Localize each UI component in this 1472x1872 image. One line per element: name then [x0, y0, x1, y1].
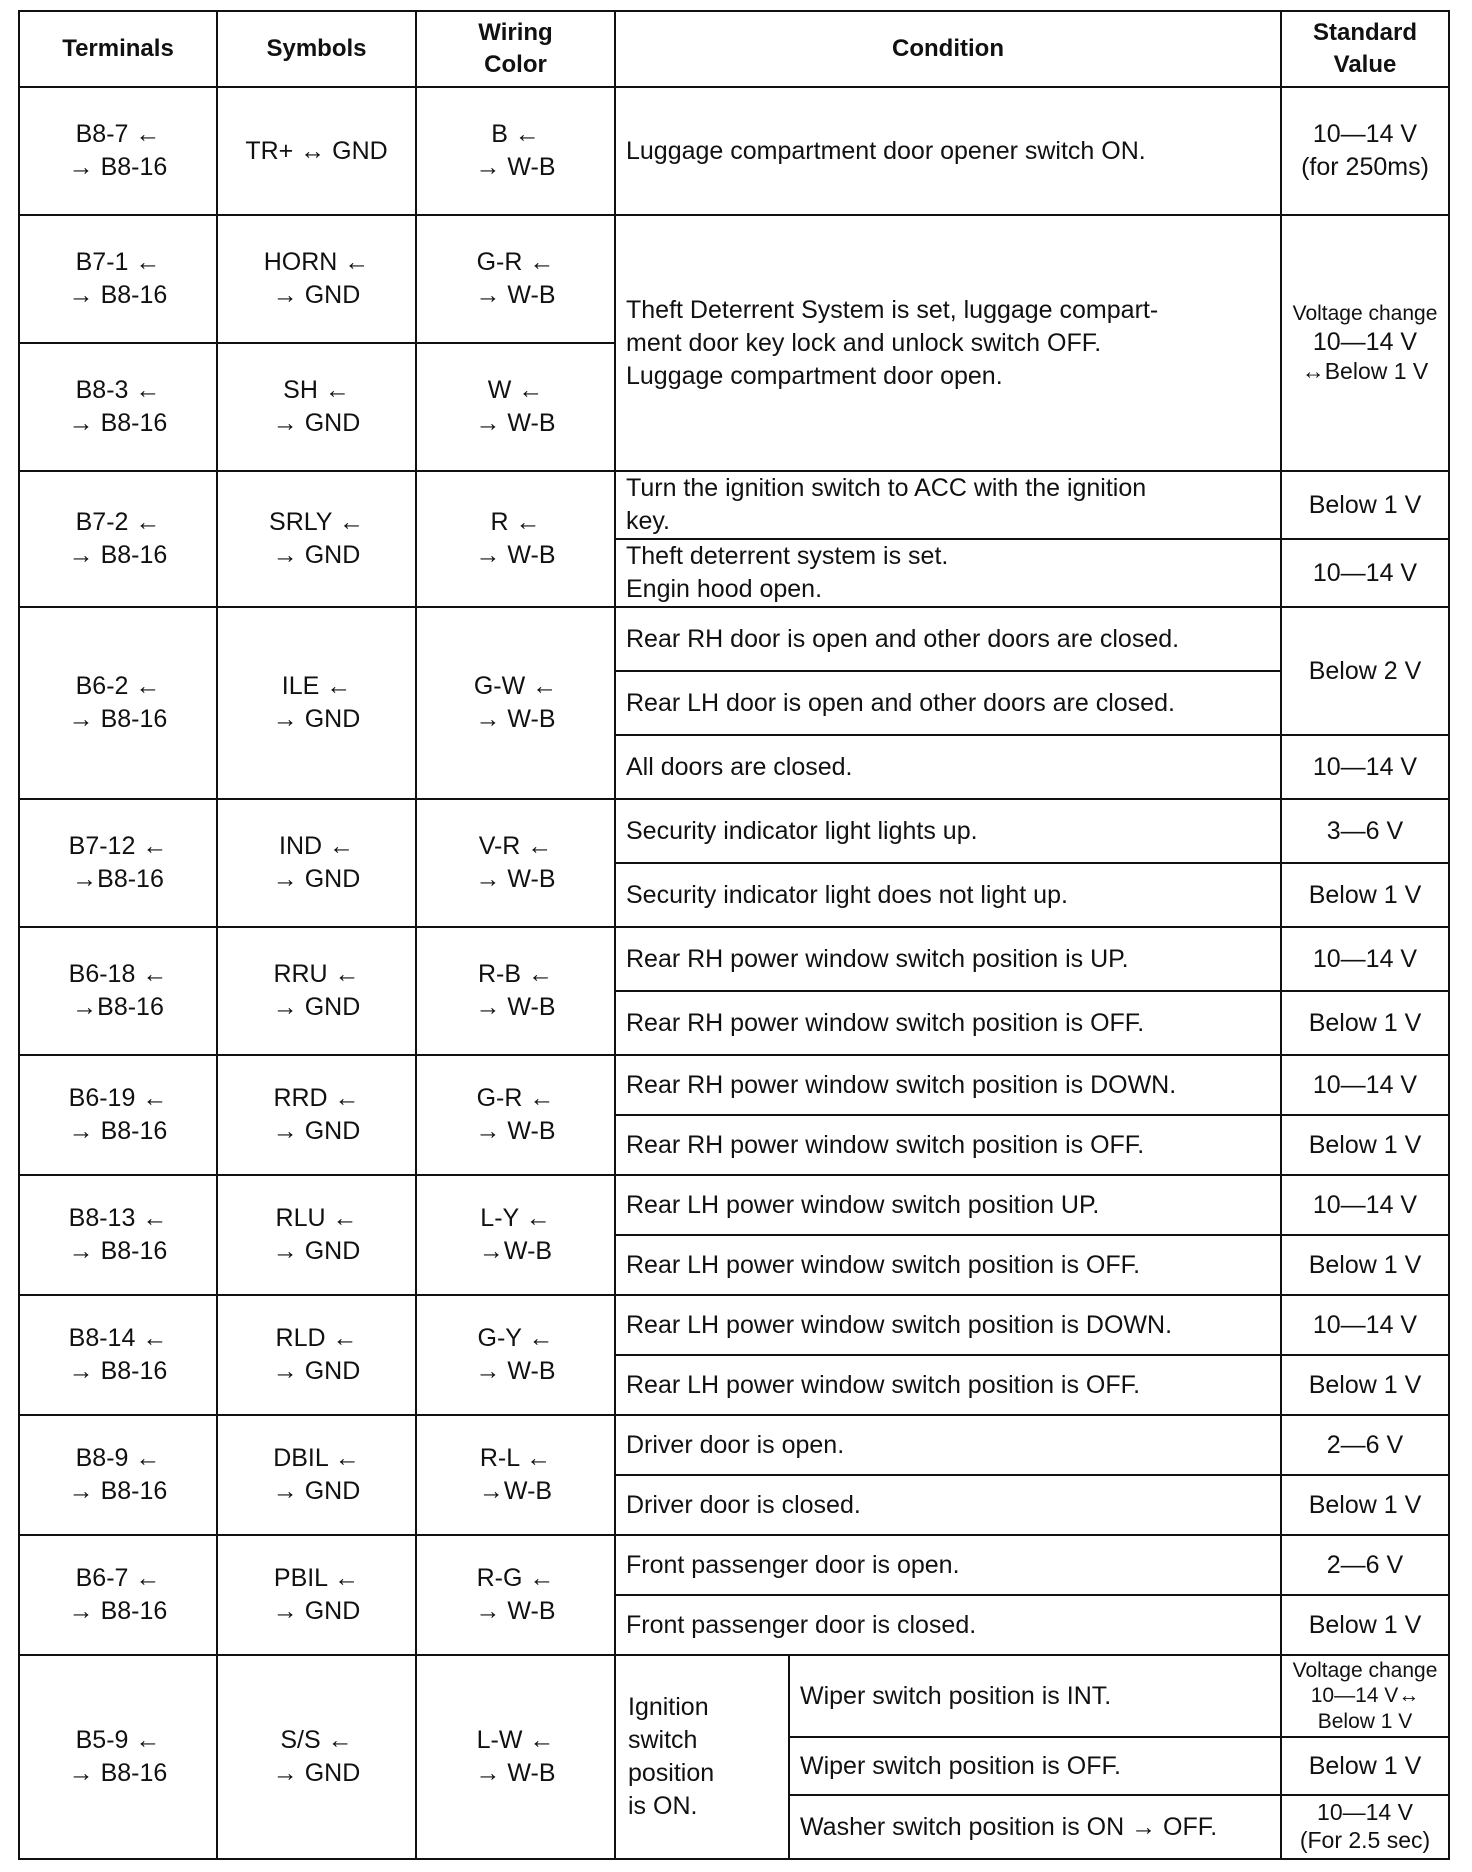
standard-value-cell: 10—14 V	[1281, 735, 1449, 799]
table-row	[19, 87, 1449, 215]
symbol-cell: SH ← → GND	[217, 343, 416, 471]
terminal-cell: B6-2 ← → B8-16	[19, 607, 217, 799]
wire-color-cell: R-B ← → W-B	[416, 927, 615, 1055]
header-standard-value: Standard Value	[1281, 11, 1449, 87]
condition-cell: Rear LH power window switch position is DOWN.	[615, 1295, 1281, 1355]
header-symbols: Symbols	[217, 11, 416, 87]
symbol-cell: ILE ← → GND	[217, 607, 416, 799]
table-row	[19, 1535, 1449, 1595]
table-row	[19, 927, 1449, 991]
condition-cell: Driver door is open.	[615, 1415, 1281, 1475]
condition-cell: Rear LH door is open and other doors are closed.	[615, 671, 1281, 735]
condition-cell: Wiper switch position is INT.	[789, 1655, 1281, 1737]
table-row	[19, 471, 1449, 539]
terminal-cell: B6-7 ← → B8-16	[19, 1535, 217, 1655]
symbol-cell: RLU ← → GND	[217, 1175, 416, 1295]
symbol-cell: RRU ← → GND	[217, 927, 416, 1055]
standard-value-cell: 10—14 V	[1281, 1055, 1449, 1115]
condition-cell: Rear LH power window switch position is OFF.	[615, 1235, 1281, 1295]
standard-value-cell: 2—6 V	[1281, 1415, 1449, 1475]
terminal-cell: B8-13 ← → B8-16	[19, 1175, 217, 1295]
condition-cell: Rear RH power window switch position is UP.	[615, 927, 1281, 991]
symbol-cell: RRD ← → GND	[217, 1055, 416, 1175]
condition-cell: Turn the ignition switch to ACC with the ignition key.	[615, 471, 1281, 539]
standard-value-cell: 10—14 V	[1281, 927, 1449, 991]
condition-cell: Washer switch position is ON → OFF.	[789, 1795, 1281, 1859]
terminal-cell: B7-12 ← →B8-16	[19, 799, 217, 927]
standard-value-cell: Below 1 V	[1281, 1595, 1449, 1655]
standard-value-cell: Below 1 V	[1281, 1475, 1449, 1535]
table-row	[19, 1055, 1449, 1115]
header-wiring-color: Wiring Color	[416, 11, 615, 87]
wire-color-cell: R ← → W-B	[416, 471, 615, 607]
condition-cell: Rear RH door is open and other doors are closed.	[615, 607, 1281, 671]
condition-cell: Driver door is closed.	[615, 1475, 1281, 1535]
symbol-cell: RLD ← → GND	[217, 1295, 416, 1415]
condition-cell: Theft deterrent system is set. Engin hood open.	[615, 539, 1281, 607]
table-row	[19, 1655, 1449, 1737]
ignition-condition-cell: Ignition switch position is ON.	[615, 1655, 789, 1859]
condition-cell: Front passenger door is open.	[615, 1535, 1281, 1595]
standard-value-cell: Below 1 V	[1281, 471, 1449, 539]
condition-cell: Wiper switch position is OFF.	[789, 1737, 1281, 1795]
terminal-cell: B8-7 ← → B8-16	[19, 87, 217, 215]
standard-value-cell: 10—14 V	[1281, 1295, 1449, 1355]
condition-cell: Front passenger door is closed.	[615, 1595, 1281, 1655]
symbol-cell: TR+ ↔ GND	[217, 87, 416, 215]
symbol-cell: PBIL ← → GND	[217, 1535, 416, 1655]
standard-value-cell: Below 2 V	[1281, 607, 1449, 735]
header-terminals: Terminals	[19, 11, 217, 87]
wire-color-cell: G-W ← → W-B	[416, 607, 615, 799]
terminal-cell: B6-19 ← → B8-16	[19, 1055, 217, 1175]
standard-value-cell: 3—6 V	[1281, 799, 1449, 863]
standard-value-cell: Voltage change 10—14 V↔ Below 1 V	[1281, 1655, 1449, 1737]
table-header-row	[19, 11, 1449, 87]
condition-cell: Rear RH power window switch position is OFF.	[615, 1115, 1281, 1175]
wire-color-cell: R-L ← →W-B	[416, 1415, 615, 1535]
symbol-cell: IND ← → GND	[217, 799, 416, 927]
table-row	[19, 215, 1449, 343]
terminal-cell: B7-1 ← → B8-16	[19, 215, 217, 343]
terminal-cell: B7-2 ← → B8-16	[19, 471, 217, 607]
standard-value-cell: Voltage change 10—14 V ↔Below 1 V	[1281, 215, 1449, 471]
standard-value-cell: 2—6 V	[1281, 1535, 1449, 1595]
condition-cell: Security indicator light lights up.	[615, 799, 1281, 863]
terminal-cell: B8-14 ← → B8-16	[19, 1295, 217, 1415]
header-condition: Condition	[615, 11, 1281, 87]
table-row	[19, 1295, 1449, 1355]
wire-color-cell: G-R ← → W-B	[416, 215, 615, 343]
table-row	[19, 1415, 1449, 1475]
standard-value-cell: 10—14 V (for 250ms)	[1281, 87, 1449, 215]
standard-value-cell: 10—14 V (For 2.5 sec)	[1281, 1795, 1449, 1859]
terminal-cell: B8-9 ← → B8-16	[19, 1415, 217, 1535]
condition-cell: Security indicator light does not light up.	[615, 863, 1281, 927]
condition-cell: Rear LH power window switch position UP.	[615, 1175, 1281, 1235]
wire-color-cell: G-R ← → W-B	[416, 1055, 615, 1175]
terminal-cell: B6-18 ← →B8-16	[19, 927, 217, 1055]
wire-color-cell: B ← → W-B	[416, 87, 615, 215]
symbol-cell: S/S ← → GND	[217, 1655, 416, 1859]
standard-value-cell: Below 1 V	[1281, 1355, 1449, 1415]
standard-value-cell: 10—14 V	[1281, 539, 1449, 607]
wire-color-cell: W ← → W-B	[416, 343, 615, 471]
condition-cell: All doors are closed.	[615, 735, 1281, 799]
symbol-cell: DBIL ← → GND	[217, 1415, 416, 1535]
wire-color-cell: G-Y ← → W-B	[416, 1295, 615, 1415]
symbol-cell: HORN ← → GND	[217, 215, 416, 343]
condition-cell: Rear RH power window switch position is DOWN.	[615, 1055, 1281, 1115]
terminal-cell: B5-9 ← → B8-16	[19, 1655, 217, 1859]
terminal-voltage-table	[18, 10, 1450, 1860]
condition-cell: Rear RH power window switch position is OFF.	[615, 991, 1281, 1055]
standard-value-cell: Below 1 V	[1281, 1737, 1449, 1795]
standard-value-cell: Below 1 V	[1281, 991, 1449, 1055]
terminal-cell: B8-3 ← → B8-16	[19, 343, 217, 471]
standard-value-cell: 10—14 V	[1281, 1175, 1449, 1235]
table-row	[19, 799, 1449, 863]
condition-cell: Theft Deterrent System is set, luggage compart- ment door key lock and unlock switch OFF. Luggage compartment door open.	[615, 215, 1281, 471]
table-row	[19, 607, 1449, 671]
wire-color-cell: V-R ← → W-B	[416, 799, 615, 927]
table-row	[19, 1175, 1449, 1235]
wire-color-cell: L-Y ← →W-B	[416, 1175, 615, 1295]
symbol-cell: SRLY ← → GND	[217, 471, 416, 607]
standard-value-cell: Below 1 V	[1281, 1115, 1449, 1175]
standard-value-cell: Below 1 V	[1281, 1235, 1449, 1295]
standard-value-cell: Below 1 V	[1281, 863, 1449, 927]
condition-cell: Rear LH power window switch position is OFF.	[615, 1355, 1281, 1415]
wire-color-cell: L-W ← → W-B	[416, 1655, 615, 1859]
wire-color-cell: R-G ← → W-B	[416, 1535, 615, 1655]
condition-cell: Luggage compartment door opener switch ON.	[615, 87, 1281, 215]
